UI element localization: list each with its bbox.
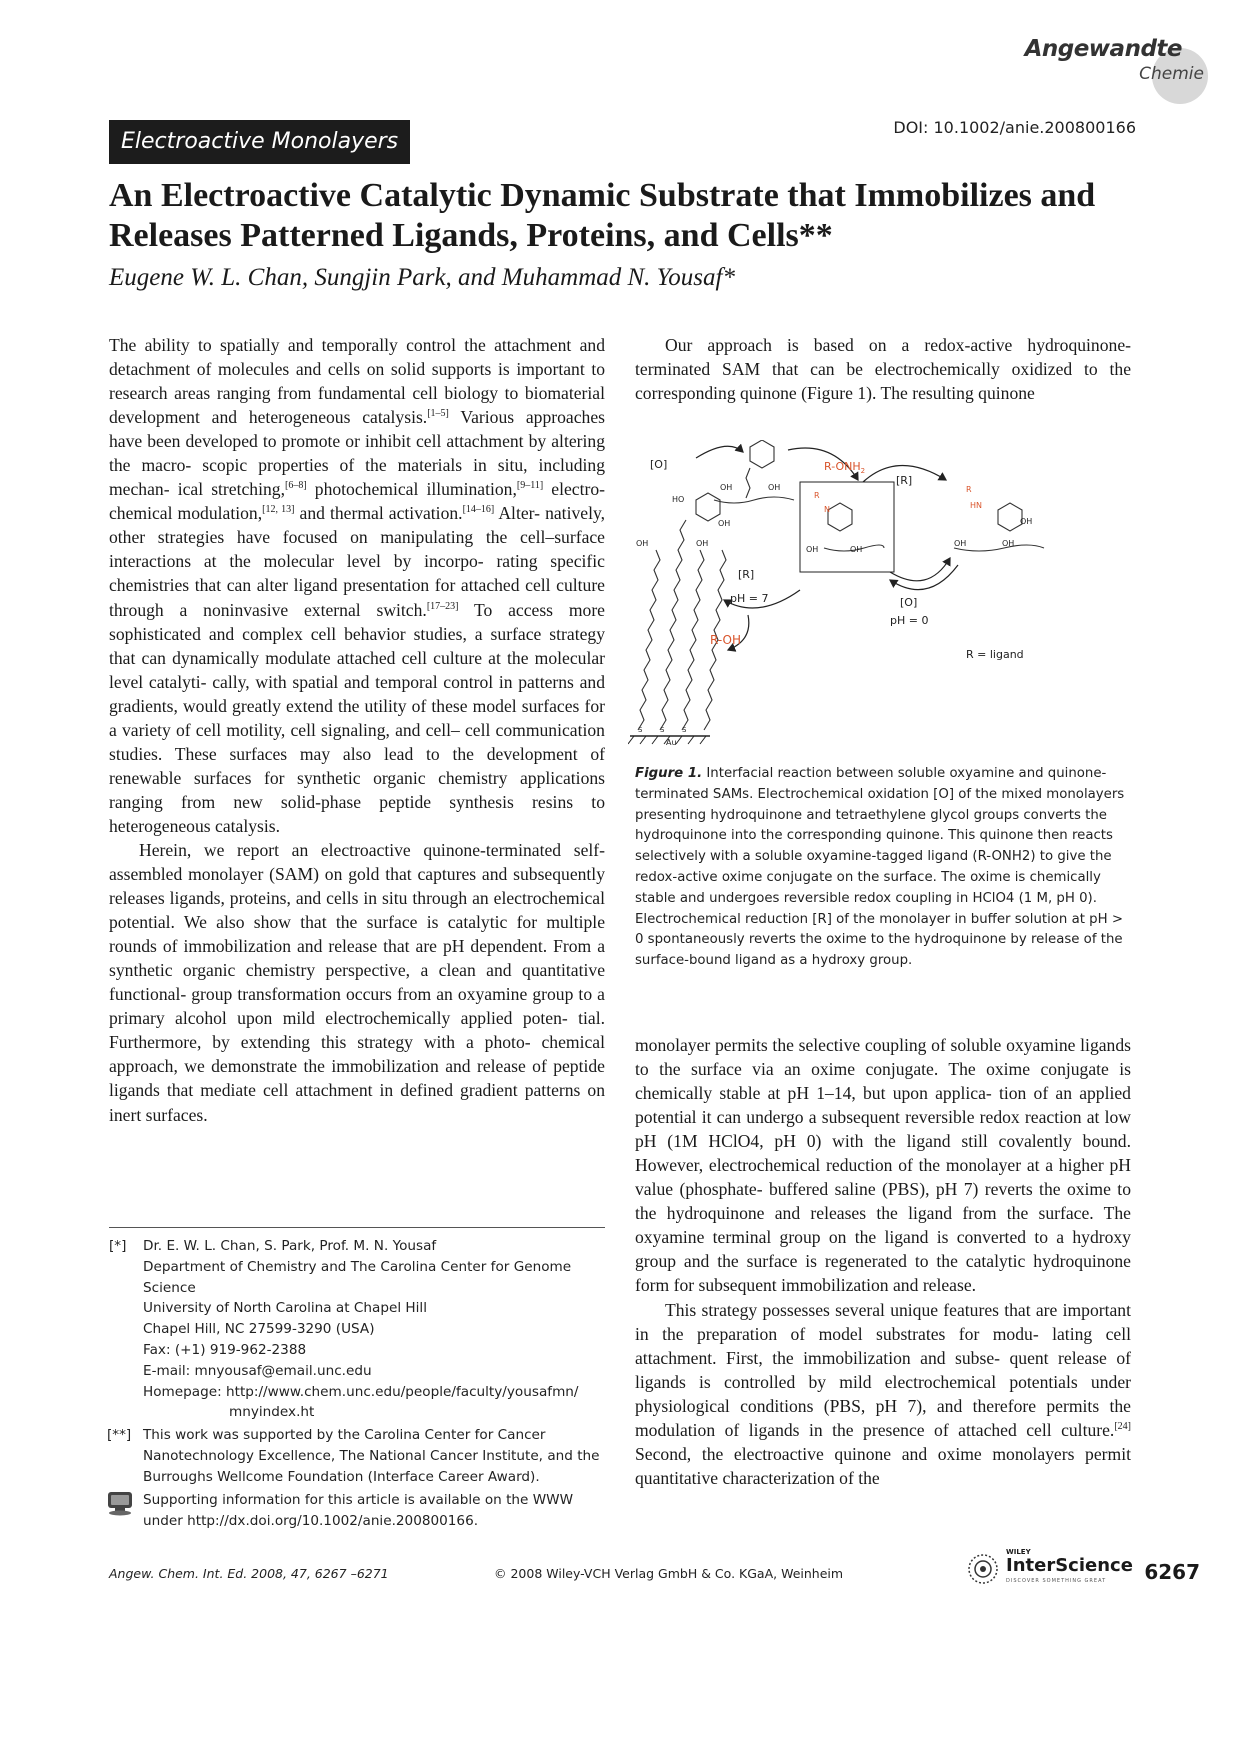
svg-text:OH: OH: [850, 545, 863, 554]
svg-text:OH: OH: [720, 483, 733, 492]
author-email[interactable]: E-mail: mnyousaf@email.unc.edu: [143, 1362, 372, 1379]
ref-24[interactable]: [24]: [1114, 1420, 1131, 1432]
svg-text:S: S: [682, 726, 687, 734]
svg-text:OH: OH: [718, 519, 731, 528]
ref-12-13[interactable]: [12, 13]: [262, 504, 295, 516]
quinone-molecule: [714, 440, 794, 503]
svg-text:HO: HO: [672, 495, 685, 504]
svg-text:R: R: [814, 491, 820, 500]
figure-1-caption: [635, 764, 1131, 972]
si-link[interactable]: under http://dx.doi.org/10.1002/anie.200800166.: [143, 1512, 479, 1529]
ref-17-23[interactable]: [17–23]: [426, 600, 459, 612]
computer-icon: [106, 1490, 134, 1516]
ref-14-16[interactable]: [14–16]: [462, 504, 495, 516]
title-line-2: Releases Patterned Ligands, Proteins, and Cells**: [109, 217, 833, 254]
right-column-bottom: [635, 1033, 1131, 1490]
author-homepage[interactable]: Homepage: http://www.chem.unc.edu/people/faculty/yousafmn/: [143, 1383, 579, 1400]
svg-text:OH: OH: [806, 545, 819, 554]
svg-text:OH: OH: [636, 539, 649, 548]
gold-surface: [628, 736, 710, 747]
label-legend: R = ligand: [966, 648, 1024, 661]
svg-text:N: N: [824, 505, 830, 514]
label-reduction-2: [R]: [738, 568, 755, 581]
label-reagent: $R-ONH_2$: [824, 460, 866, 475]
label-ph0: pH = 0: [890, 614, 929, 627]
svg-text:OH: OH: [1020, 517, 1033, 526]
caption-label: Figure 1.: [635, 766, 703, 781]
figure-1-scheme: [628, 440, 1133, 750]
svg-text:OH: OH: [954, 539, 967, 548]
section-label: Electroactive Monolayers: [109, 120, 410, 164]
paragraph-monolayer: monolayer permits the selective coupling of soluble oxyamine ligands to the surface via an oxime conjugate. The oxime conjugate is chemically stable at pH 1–14, but upon applica- tion of an applied potential it can undergo a subsequent reversible redox reaction at low pH (1M HClO4, pH 0) with the ligand still covalently bound. However, electrochemical reduction of the monolayer at a higher pH value (phosphate- buffered saline (PBS), pH 7) reverts the oxime to the hydroquinone and releases the ligand from the surface. The oxyamine terminal group on the ligand is converted to a hydroxy group and the surface is regenerated to the catalytic hydroquinone form for subsequent immobilization and release.: [635, 1035, 1132, 1296]
svg-text:OH: OH: [1002, 539, 1015, 548]
svg-text:S: S: [638, 726, 643, 734]
paragraph-intro: The ability to spatially and temporally control the attachment and detachment of molecules and cells on solid supports is important to research areas ranging from fundamental cell biology to biomaterial development and heterogeneous catalysis.[1–5] Various approaches have been developed to promote or inhibit cell attachment by altering the macro- scopic properties of the materials in situ, including mechan- ical stretching,[6–8] photochemical illumination,[9–11] electro- chemical modulation,[12, 13] and thermal activation.[14–16] Alter- natively, other strategies have focused on manipulating the cell–surface interactions at the molecular level by incorpo- rating specific chemistries that can alter ligand presentation for attached cell culture through a noninvasive external switch.[17–23] To access more sophisticated and complex cell behavior studies, a surface strategy that can dynamically modulate attached cell culture at the molecular level catalyti- cally, with spatial and temporal control in patterns and gradients, would greatly extend the utility of these model surfaces for a variety of cell motility, cell signaling, and cell– cell communication studies. These surfaces may also lead to the development of renewable surfaces for synthetic organic chemistry applications ranging from new solid-phase peptide synthesis resins to heterogeneous catalysis.: [109, 335, 606, 836]
page-number: 6267: [1144, 1560, 1200, 1584]
title-line-1: An Electroactive Catalytic Dynamic Substrate that Immobilizes and: [109, 177, 1096, 214]
footnote-supporting-info: Supporting information for this article is available on the WWW under http://dx.doi.org/10.1002/anie.200800166.: [143, 1490, 623, 1532]
svg-text:R: R: [966, 485, 972, 494]
paragraph-herein: Herein, we report an electroactive quinone-terminated self-assembled monolayer (SAM) on gold that captures and subsequently releases ligands, proteins, and cells in situ through an electrochemical potential. We also show that the surface is catalytic for multiple rounds of immobilization and release that are pH dependent. From a synthetic organic chemistry perspective, a clean and quantitative functional- group transformation occurs from an oxyamine group to a primary alcohol upon mild electrochemically applied poten- tial. Furthermore, by extending this strategy with a photo- chemical approach, we demonstrate the immobilization and release of peptide ligands that mediate cell attachment in defined gradient patterns on inert surfaces.: [109, 839, 606, 1125]
authors: Eugene W. L. Chan, Sungjin Park, and Muhammad N. Yousaf*: [109, 264, 735, 291]
label-oxidation-1: [O]: [650, 458, 668, 471]
footer-citation: Angew. Chem. Int. Ed. 2008, 47, 6267 –6271: [109, 1566, 389, 1581]
footnote-support: [**] This work was supported by the Carolina Center for Cancer Nanotechnology Excellence, The National Cancer Institute, and the Burroughs Wellcome Foundation (Interface Career Award).: [107, 1427, 600, 1485]
globe-icon: [966, 1552, 1000, 1586]
ref-9-11[interactable]: [9–11]: [516, 480, 544, 492]
logo-angewandte: Angewandte: [1024, 36, 1182, 62]
label-reduction-1: [R]: [896, 474, 913, 487]
logo-chemie: Chemie: [1139, 64, 1204, 84]
journal-logo: [1024, 34, 1210, 94]
ref-1-5[interactable]: [1–5]: [427, 408, 449, 420]
svg-text:OH: OH: [768, 483, 781, 492]
au-label: Au: [666, 738, 677, 747]
footnote-divider: [109, 1227, 605, 1228]
label-ph7: pH = 7: [730, 592, 769, 605]
svg-text:S: S: [660, 726, 665, 734]
left-column: [109, 333, 605, 1127]
label-oxidation-2: [O]: [900, 596, 918, 609]
svg-text:HN: HN: [970, 501, 982, 510]
svg-text:OH: OH: [696, 539, 709, 548]
footer-copyright: © 2008 Wiley-VCH Verlag GmbH & Co. KGaA, Weinheim: [494, 1566, 844, 1581]
ref-6-8[interactable]: [6–8]: [284, 480, 307, 492]
caption-text: Interfacial reaction between soluble oxyamine and quinone-terminated SAMs. Electrochemical oxidation [O] of the mixed monolayers presenting hydroquinone and tetraethylene glycol groups converts the hydroquinone into the corresponding quinone. This quinone then reacts selectively with a soluble oxyamine-tagged ligand (R-ONH2) to give the redox-active oxime conjugate on the surface. The oxime is chemically stable and undergoes reversible redox coupling in HClO4 (1 M, pH 0). Electrochemical reduction [R] of the monolayer in buffer solution at pH > 0 spontaneously reverts the oxime to the hydroquinone by release of the surface-bound ligand as a hydroxy group.: [635, 766, 1125, 969]
label-product: R-OH: [710, 633, 741, 647]
footnote-affiliation: [*] Dr. E. W. L. Chan, S. Park, Prof. M. N. Yousaf Department of Chemistry and The Carolina Center for Genome Science University of North Carolina at Chapel Hill Chapel Hill, NC 27599-3290 (USA) Fax: (+1) 919-962-2388 E-mail: mnyousaf@email.unc.edu Homepage: http://www.chem.unc.edu/people/faculty/yousafmn/ mnyindex.ht: [143, 1236, 613, 1423]
paragraph-strategy: This strategy possesses several unique features that are important in the preparation of model substrates for modu- lating cell attachment. First, the immobilization and subse- quent release of ligands is controlled by mild electrochemical potentials under physiological conditions (PBS, pH 7), and therefore permits the modulation of ligands in the presence of attached cell culture.[24] Second, the electroactive quinone and oxime monolayers permit quantitative characterization of the: [635, 1299, 1131, 1488]
doi: DOI: 10.1002/anie.200800166: [893, 118, 1136, 137]
article-title: [109, 176, 1139, 256]
paragraph-approach: Our approach is based on a redox-active hydroquinone- terminated SAM that can be electrochemically oxidized to the corresponding quinone (Figure 1). The resulting quinone: [635, 335, 1132, 404]
right-column-top: [635, 333, 1131, 405]
sam-chains: [638, 493, 726, 730]
wiley-interscience-logo: WILEY InterScience DISCOVER SOMETHING GREAT: [966, 1548, 1146, 1592]
